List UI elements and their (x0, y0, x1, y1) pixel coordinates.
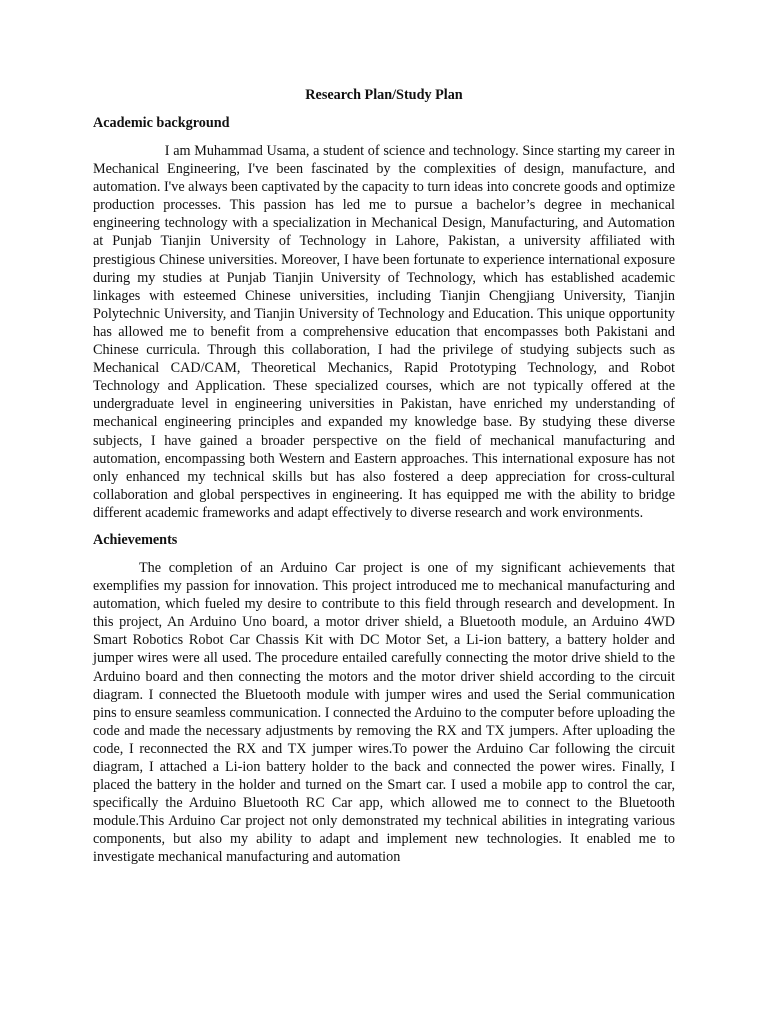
paragraph-academic-background:    I am Muhammad Usama, a student of science and technology. Since starting my career in Mechanical Engineering, I've been fascinated by the complexities of design, manufacture, and automation. I've always been captivated by the capacity to turn ideas into concrete goods and optimize production processes. This passion has led me to pursue a bachelor’s degree in mechanical engineering technology with a specialization in Mechanical Design, Manufacturing, and Automation at Punjab Tianjin University of Technology in Lahore, Pakistan, a university affiliated with prestigious Chinese universities. Moreover, I have been fortunate to experience international exposure during my studies at Punjab Tianjin University of Technology, which has established academic linkages with esteemed Chinese universities, including Tianjin Chengjiang University, Tianjin Polytechnic University, and Tianjin University of Technology and Education. This unique opportunity has allowed me to benefit from a comprehensive education that encompasses both Pakistani and Chinese curricula. Through this collaboration, I had the privilege of studying subjects such as Mechanical CAD/CAM, Theoretical Mechanics, Rapid Prototyping Technology, and Robot Technology and Application. These specialized courses, which are not typically offered at the undergraduate level in engineering universities in Pakistan, have enriched my understanding of mechanical engineering principles and expanded my knowledge base. By studying these diverse subjects, I have gained a broader perspective on the field of mechanical manufacturing and automation, encompassing both Western and Eastern approaches. This international exposure has not only enhanced my technical skills but has also fostered a deep appreciation for cross-cultural collaboration and global perspectives in engineering. It has equipped me with the ability to bridge different academic frameworks and adapt effectively to diverse research and work environments. (93, 143, 675, 521)
document-title: Research Plan/Study Plan (305, 87, 463, 103)
document-page (93, 86, 675, 867)
section-heading-academic-background: Academic background (93, 115, 230, 131)
paragraph-achievements: The completion of an Arduino Car project is one of my significant achievements that exemplifies my passion for innovation. This project introduced me to mechanical manufacturing and automation, which fueled my desire to contribute to this field through research and development. In this project, An Arduino Uno board, a motor driver shield, a Bluetooth module, an Arduino 4WD Smart Robotics Robot Car Chassis Kit with DC Motor Set, a Li-ion battery, a battery holder and jumper wires were all used. The procedure entailed carefully connecting the motor drive shield to the Arduino board and then connecting the motors and the motor driver shield according to the circuit diagram. I connected the Bluetooth module with jumper wires and used the Serial communication pins to ensure seamless communication. I connected the Arduino to the computer before uploading the code and made the necessary adjustments by removing the RX and TX jumpers. After uploading the code, I reconnected the RX and TX jumper wires.To power the Arduino Car following the circuit diagram, I attached a Li-ion battery holder to the back and connected the power wires. Finally, I placed the battery in the holder and turned on the Smart car. I used a mobile app to control the car, specifically the Arduino Bluetooth RC Car app, which allowed me to connect to the Bluetooth module.This Arduino Car project not only demonstrated my technical abilities in integrating various components, but also my ability to adapt and implement new technologies. It enabled me to investigate mechanical manufacturing and automation (93, 559, 675, 866)
section-heading-achievements: Achievements (93, 531, 178, 548)
